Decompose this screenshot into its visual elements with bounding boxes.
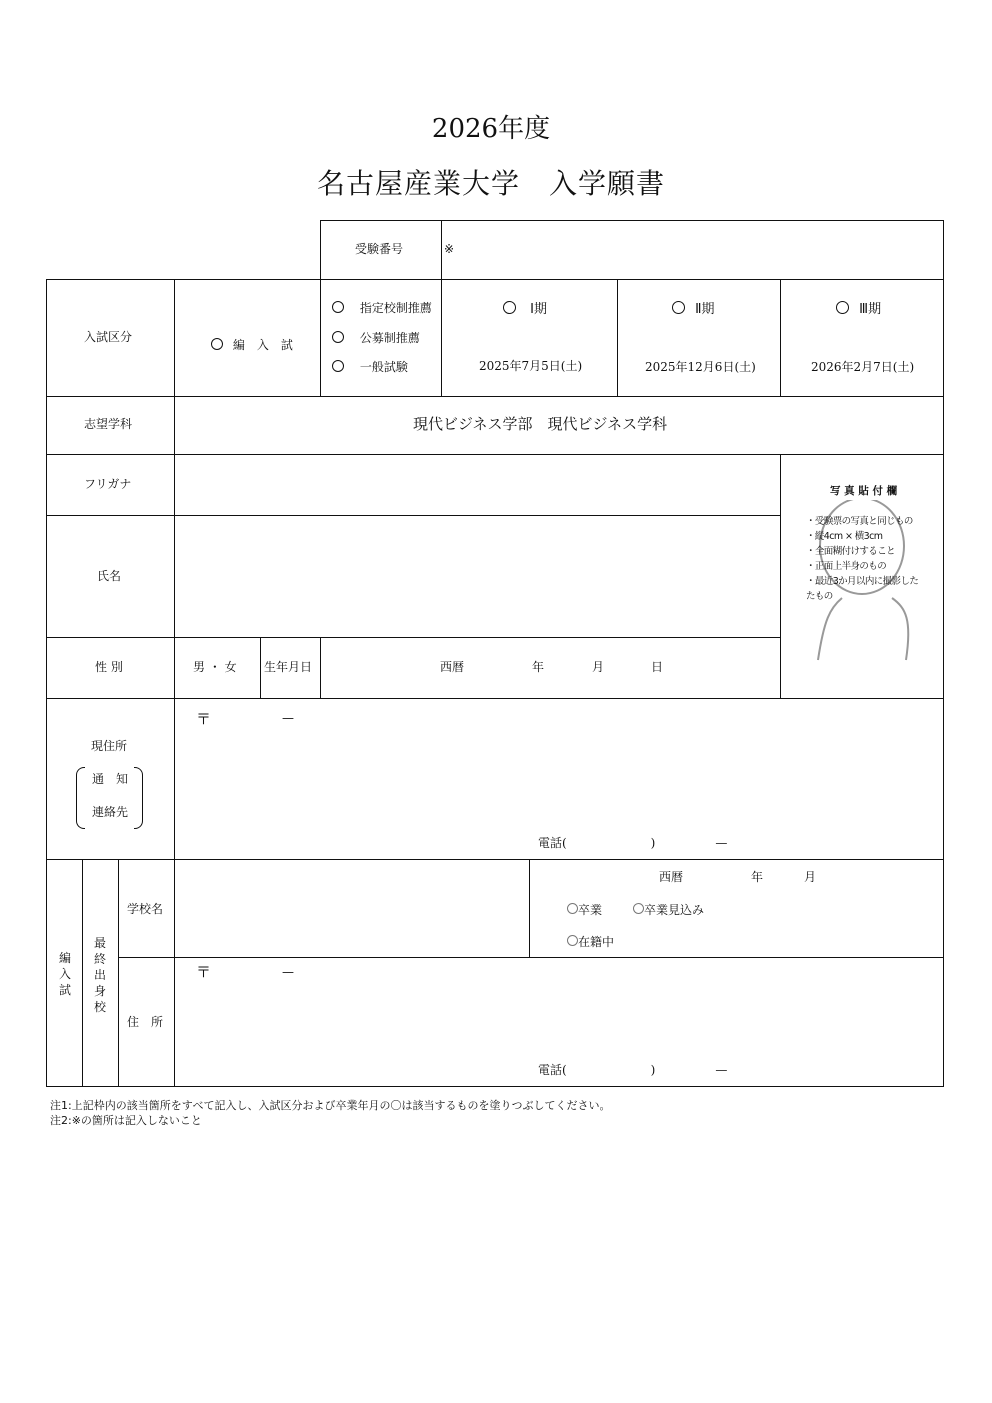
period-3-date: 2026年2月7日(土) [811, 360, 915, 374]
line [260, 637, 261, 698]
line [46, 279, 944, 280]
line [320, 220, 321, 396]
radio-circle[interactable] [332, 301, 344, 313]
radio-circle[interactable] [567, 935, 578, 946]
form-title: 名古屋産業大学 入学願書 [316, 167, 665, 200]
period-2-option[interactable] [672, 301, 715, 316]
bracket-left [76, 767, 85, 829]
period-3-name: Ⅲ期 [859, 302, 882, 317]
line [780, 279, 781, 396]
address-label: 現住所 [91, 739, 128, 753]
photo-item: ・全面糊付けすること [806, 546, 896, 557]
line [529, 859, 530, 957]
bracket-right [134, 767, 143, 829]
line [441, 220, 442, 396]
method-option-general[interactable] [332, 360, 408, 373]
method-label: 公募制推薦 [359, 331, 420, 345]
status-enrolled-label: 在籍中 [578, 935, 615, 949]
status-graduated-option[interactable] [567, 903, 602, 916]
radio-circle[interactable] [332, 331, 344, 343]
name-field[interactable] [176, 517, 778, 635]
school-postal-mark: 〒 [196, 963, 212, 981]
transfer-option[interactable] [211, 338, 293, 351]
school-address-label: 住 所 [127, 1015, 164, 1029]
birth-day-unit: 日 [651, 660, 664, 674]
status-expected-option[interactable] [633, 903, 704, 916]
gender-options[interactable]: 男 ・ 女 [193, 660, 237, 674]
birth-label: 生年月日 [264, 660, 313, 674]
line [46, 454, 944, 455]
photo-item: ・最近3か月以内に撮影した [806, 576, 919, 587]
exam-number-mark: ※ [444, 242, 455, 256]
transfer-option-label: 編 入 試 [232, 338, 293, 352]
radio-circle[interactable] [211, 338, 223, 350]
period-2-name: Ⅱ期 [695, 302, 715, 317]
radio-circle[interactable] [503, 301, 516, 314]
period-1-name: Ⅰ期 [530, 302, 547, 317]
postal-dash: — [282, 711, 294, 725]
birth-month-unit: 月 [592, 660, 605, 674]
school-name-label: 学校名 [127, 902, 164, 916]
furigana-field[interactable] [176, 456, 778, 513]
address-sub-notice: 通 知 [92, 772, 129, 786]
exam-number-field [460, 222, 940, 277]
method-label: 指定校制推薦 [359, 301, 432, 315]
last-school-label: 最終出身校 [93, 936, 106, 1014]
department-label: 志望学科 [84, 417, 133, 431]
status-graduated-label: 卒業 [578, 903, 603, 917]
line [82, 859, 83, 1086]
photo-title: 写 真 貼 付 欄 [830, 485, 898, 497]
radio-circle[interactable] [567, 903, 578, 914]
furigana-label: フリガナ [84, 477, 132, 491]
photo-item: たもの [806, 591, 833, 602]
line [46, 279, 47, 1086]
line [320, 637, 321, 698]
line [118, 957, 944, 958]
exam-number-label: 受験番号 [355, 242, 404, 256]
photo-item: ・縦4cm × 横3cm [806, 531, 883, 542]
radio-circle[interactable] [332, 360, 344, 372]
address-sub-contact: 連絡先 [92, 805, 129, 819]
grad-month-unit: 月 [804, 870, 817, 884]
photo-item: ・受験票の写真と同じもの [806, 516, 913, 527]
grad-era: 西暦 [659, 870, 684, 884]
grad-year-unit: 年 [751, 870, 764, 884]
line [46, 515, 781, 516]
line [780, 454, 781, 698]
line [46, 859, 944, 860]
school-address-field[interactable] [176, 985, 940, 1055]
period-2-date: 2025年12月6日(土) [645, 360, 756, 374]
status-expected-label: 卒業見込み [644, 903, 705, 917]
period-3-option[interactable] [836, 301, 881, 316]
silhouette-shoulders [818, 598, 908, 660]
school-postal-dash: — [282, 965, 294, 979]
form-year: 2026年度 [431, 114, 551, 144]
status-enrolled-option[interactable] [567, 935, 614, 948]
line [174, 279, 175, 1086]
gender-label: 性 別 [95, 660, 123, 674]
period-1-date: 2025年7月5日(土) [479, 359, 583, 373]
school-phone[interactable]: 電話( ) — [538, 1063, 728, 1077]
note-1: 注1:上記枠内の該当箇所をすべて記入し、入試区分および卒業年月の〇は該当するものを塗りつぶしてください。 [50, 1099, 611, 1112]
line [46, 396, 944, 397]
method-option-public[interactable] [332, 331, 420, 344]
line [46, 698, 944, 699]
note-2: 注2:※の箇所は記入しないこと [50, 1114, 202, 1127]
birth-year-unit: 年 [532, 660, 545, 674]
transfer-section-label: 編入試 [58, 951, 71, 997]
name-label: 氏名 [97, 569, 122, 583]
department-value: 現代ビジネス学部 現代ビジネス学科 [413, 415, 668, 433]
radio-circle[interactable] [836, 301, 849, 314]
address-field[interactable] [176, 730, 940, 830]
school-name-field[interactable] [176, 861, 526, 955]
photo-item: ・正面上半身のもの [806, 561, 887, 572]
line [617, 279, 618, 396]
line [943, 220, 944, 1086]
method-option-designated[interactable] [332, 301, 432, 314]
admission-label: 入試区分 [84, 330, 133, 344]
line [46, 637, 781, 638]
line [118, 859, 119, 1086]
period-1-option[interactable] [503, 301, 547, 316]
address-phone[interactable]: 電話( ) — [538, 836, 728, 850]
birth-era: 西暦 [440, 660, 465, 674]
radio-circle[interactable] [672, 301, 685, 314]
radio-circle[interactable] [633, 903, 644, 914]
line [320, 220, 944, 221]
line [46, 1086, 944, 1087]
photo-requirements [806, 514, 924, 604]
method-label: 一般試験 [359, 360, 408, 374]
postal-mark: 〒 [196, 710, 212, 728]
